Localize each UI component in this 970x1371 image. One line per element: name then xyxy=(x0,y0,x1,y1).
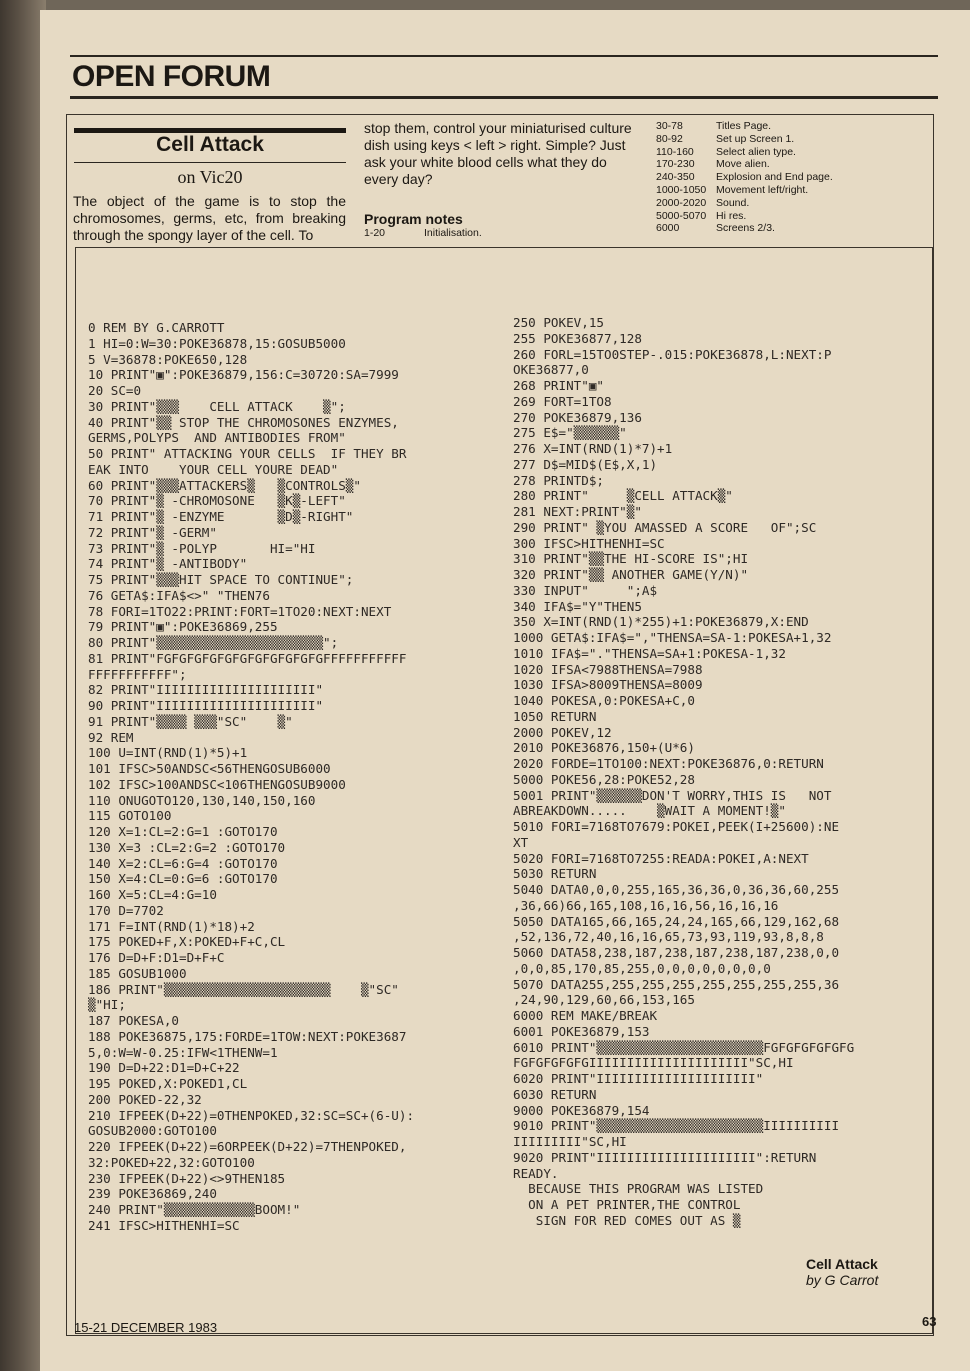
code-line: ,24,90,129,60,66,153,165 xyxy=(513,992,695,1008)
code-line: EAK INTO YOUR CELL YOURE DEAD" xyxy=(88,461,339,477)
code-line: 100 U=INT(RND(1)*5)+1 xyxy=(88,745,248,761)
code-line: 340 IFA$="Y"THEN5 xyxy=(513,598,642,614)
code-line: 186 PRINT"▒▒▒▒▒▒▒▒▒▒▒▒▒▒▒▒▒▒▒▒▒▒ ▒"SC" xyxy=(88,981,399,997)
code-line: 79 PRINT"▣":POKE36869,255 xyxy=(88,619,278,635)
code-line: 330 INPUT" ";A$ xyxy=(513,582,658,598)
code-line: 102 IFSC>100ANDSC<106THENGOSUB9000 xyxy=(88,776,346,792)
program-note-desc: Sound. xyxy=(716,196,750,209)
program-note xyxy=(656,184,856,197)
code-line: 72 PRINT"▒ -GERM" xyxy=(88,524,217,540)
credit-author: by G Carrot xyxy=(806,1272,879,1288)
code-line: 1040 POKESA,0:POKESA+C,0 xyxy=(513,693,695,708)
program-note-desc: Initialisation. xyxy=(424,227,482,239)
program-note-lines: 240-350 xyxy=(656,171,695,184)
code-line: 110 ONUGOTO120,130,140,150,160 xyxy=(88,792,316,808)
code-line: 290 PRINT" ▒YOU AMASSED A SCORE OF";SC xyxy=(513,519,817,535)
code-line: GERMS,POLYPS AND ANTIBODIES FROM" xyxy=(88,430,346,446)
code-line: SIGN FOR RED COMES OUT AS ▒ xyxy=(513,1212,741,1228)
article-title: Cell Attack xyxy=(156,133,264,156)
code-line: 40 PRINT"▒▒ STOP THE CHROMOSONES ENZYMES, xyxy=(88,414,399,430)
code-line: 71 PRINT"▒ -ENZYME ▒D▒-RIGHT" xyxy=(88,509,354,524)
code-line: 76 GETA$:IFA$<>" "THEN76 xyxy=(88,587,270,603)
code-line: 2010 POKE36876,150+(U*6) xyxy=(513,740,695,756)
code-line: 175 POKED+F,X:POKED+F+C,CL xyxy=(88,934,286,950)
code-line: 185 GOSUB1000 xyxy=(88,965,187,981)
program-note-desc: Movement left/right. xyxy=(716,183,809,196)
code-line: OKE36877,0 xyxy=(513,362,589,378)
code-line: 187 POKESA,0 xyxy=(88,1013,179,1028)
code-line: 5050 DATA165,66,165,24,24,165,66,129,162,68 xyxy=(513,913,840,929)
page-number: 63 xyxy=(922,1314,937,1329)
code-line: 101 IFSC>50ANDSC<56THENGOSUB6000 xyxy=(88,761,331,776)
code-line: 70 PRINT"▒ -CHROMOSONE ▒K▒-LEFT" xyxy=(88,493,346,509)
code-line: 90 PRINT"IIIIIIIIIIIIIIIIIIIII" xyxy=(88,698,324,713)
code-line: 6010 PRINT"▒▒▒▒▒▒▒▒▒▒▒▒▒▒▒▒▒▒▒▒▒▒FGFGFGFGFGFG xyxy=(513,1039,855,1055)
program-notes-heading: Program notes xyxy=(364,211,463,227)
footer-date: 15-21 DECEMBER 1983 xyxy=(74,1320,218,1335)
program-note-desc: Move alien. xyxy=(716,158,770,171)
code-line: 1 HI=0:W=30:POKE36878,15:GOSUB5000 xyxy=(88,335,346,351)
code-line: 170 D=7702 xyxy=(88,902,164,918)
code-line: 75 PRINT"▒▒▒HIT SPACE TO CONTINUE"; xyxy=(88,572,354,587)
code-line: 5040 DATA0,0,0,255,165,36,36,0,36,36,60,255 xyxy=(513,882,840,897)
code-line: 92 REM xyxy=(88,729,134,745)
code-line: 9000 POKE36879,154 xyxy=(513,1102,650,1118)
code-line: 5020 FORI=7168TO7255:READA:POKEI,A:NEXT xyxy=(513,850,809,866)
code-line: 275 E$="▒▒▒▒▒▒" xyxy=(513,425,627,441)
code-line: 6001 POKE36879,153 xyxy=(513,1023,650,1039)
code-line: 200 POKED-22,32 xyxy=(88,1091,202,1107)
program-note xyxy=(656,158,856,171)
code-line: XT xyxy=(513,834,529,850)
code-line: 1020 IFSA<7988THENSA=7988 xyxy=(513,661,703,677)
code-line: READY. xyxy=(513,1165,559,1181)
program-note xyxy=(656,171,856,184)
code-line: 20 SC=0 xyxy=(88,383,142,398)
code-line: 6030 RETURN xyxy=(513,1086,597,1102)
program-note xyxy=(656,120,856,133)
code-line: 5 V=36878:POKE650,128 xyxy=(88,351,248,367)
program-note xyxy=(656,133,856,146)
code-line: 220 IFPEEK(D+22)=6ORPEEK(D+22)=7THENPOKED, xyxy=(88,1139,407,1154)
program-note-lines: 5000-5070 xyxy=(656,209,707,222)
code-line: 320 PRINT"▒▒ ANOTHER GAME(Y/N)" xyxy=(513,567,749,582)
code-line: 310 PRINT"▒▒THE HI-SCORE IS";HI xyxy=(513,551,749,567)
code-line: 6020 PRINT"IIIIIIIIIIIIIIIIIIIII" xyxy=(513,1071,764,1086)
article-subtitle: on Vic20 xyxy=(177,167,243,187)
code-line: 0 REM BY G.CARROTT xyxy=(88,320,225,335)
code-line: 1030 IFSA>8009THENSA=8009 xyxy=(513,677,703,693)
code-line: 255 POKE36877,128 xyxy=(513,330,642,346)
code-line: 280 PRINT" ▒CELL ATTACK▒" xyxy=(513,488,733,504)
code-line: BECAUSE THIS PROGRAM WAS LISTED xyxy=(513,1181,764,1197)
code-line: FGFGFGFGFGIIIIIIIIIIIIIIIIIIIII"SC,HI xyxy=(513,1055,794,1071)
code-line: 5000 POKE56,28:POKE52,28 xyxy=(513,771,695,787)
program-note-lines: 170-230 xyxy=(656,158,695,171)
code-line: 5060 DATA58,238,187,238,187,238,187,238,0,0 xyxy=(513,945,840,960)
code-line: 260 FORL=15TO0STEP-.015:POKE36878,L:NEXT:P xyxy=(513,346,832,362)
program-note xyxy=(656,210,856,223)
code-line: 73 PRINT"▒ -POLYP HI="HI xyxy=(88,540,316,556)
program-note-lines: 1000-1050 xyxy=(656,183,707,196)
code-line: 5070 DATA255,255,255,255,255,255,255,255,36 xyxy=(513,976,840,992)
program-note-first xyxy=(364,227,524,239)
program-note xyxy=(656,222,856,235)
code-line: 276 X=INT(RND(1)*7)+1 xyxy=(513,441,673,456)
section-top-rule xyxy=(70,55,938,57)
code-line: ON A PET PRINTER,THE CONTROL xyxy=(513,1197,741,1212)
program-note-lines: 1-20 xyxy=(364,227,386,239)
listing-column-right xyxy=(513,315,925,1229)
code-line: 268 PRINT"▣" xyxy=(513,378,604,393)
code-line: 9020 PRINT"IIIIIIIIIIIIIIIIIIIII":RETURN xyxy=(513,1149,817,1165)
program-note xyxy=(656,146,856,159)
code-line: 1010 IFA$="."THENSA=SA+1:POKESA-1,32 xyxy=(513,645,786,661)
code-line: 150 X=4:CL=0:G=6 :GOTO170 xyxy=(88,871,278,887)
program-note-lines: 6000 xyxy=(656,222,680,235)
code-line: 32:POKED+22,32:GOTO100 xyxy=(88,1154,255,1170)
code-line: 9010 PRINT"▒▒▒▒▒▒▒▒▒▒▒▒▒▒▒▒▒▒▒▒▒▒IIIIIIIIII xyxy=(513,1118,840,1134)
code-line: 115 GOTO100 xyxy=(88,808,172,824)
code-line: 140 X=2:CL=6:G=4 :GOTO170 xyxy=(88,855,278,871)
code-line: IIIIIIIII"SC,HI xyxy=(513,1134,627,1149)
code-line: ABREAKDOWN..... ▒WAIT A MOMENT!▒" xyxy=(513,803,786,819)
program-note-desc: Screens 2/3. xyxy=(716,222,775,235)
code-line: 30 PRINT"▒▒▒ CELL ATTACK ▒"; xyxy=(88,398,346,414)
code-line: 210 IFPEEK(D+22)=0THENPOKED,32:SC=SC+(6-U): xyxy=(88,1107,415,1123)
program-notes-list xyxy=(656,120,856,235)
code-line: 91 PRINT"▒▒▒▒ ▒▒▒"SC" ▒" xyxy=(88,713,293,729)
code-line: 160 X=5:CL=4:G=10 xyxy=(88,887,217,902)
code-line: GOSUB2000:GOTO100 xyxy=(88,1123,217,1139)
code-line: 350 X=INT(RND(1)*255)+1:POKE36879,X:END xyxy=(513,614,809,630)
code-line: 269 FORT=1TO8 xyxy=(513,393,612,409)
code-line: 130 X=3 :CL=2:G=2 :GOTO170 xyxy=(88,839,286,855)
code-line: 81 PRINT"FGFGFGFGFGFGFGFGFGFGFGFFFFFFFFFFF xyxy=(88,650,407,666)
program-note-lines: 30-78 xyxy=(656,120,683,132)
code-line: 10 PRINT"▣":POKE36879,156:C=30720:SA=7999 xyxy=(88,367,399,383)
code-line: ,52,136,72,40,16,16,65,73,93,119,93,8,8,8 xyxy=(513,929,824,945)
code-line: 277 D$=MID$(E$,X,1) xyxy=(513,456,658,472)
program-note-lines: 2000-2020 xyxy=(656,196,707,209)
code-line: 176 D=D+F:D1=D+F+C xyxy=(88,950,225,965)
article-intro-col2: stop them, control your miniaturised culture dish using keys < left > right. Simple? Just ask your white blood cells what they do every day? xyxy=(364,120,632,187)
program-note-desc: Hi res. xyxy=(716,209,747,222)
code-line: 80 PRINT"▒▒▒▒▒▒▒▒▒▒▒▒▒▒▒▒▒▒▒▒▒▒"; xyxy=(88,635,339,650)
code-line: 270 POKE36879,136 xyxy=(513,409,642,425)
code-line: 2020 FORDE=1TO100:NEXT:POKE36876,0:RETURN xyxy=(513,756,824,771)
code-line: 1000 GETA$:IFA$=","THENSA=SA-1:POKESA+1,32 xyxy=(513,630,832,645)
code-line: 5010 FORI=7168TO7679:POKEI,PEEK(I+25600):NE xyxy=(513,819,840,834)
code-line: 60 PRINT"▒▒▒ATTACKERS▒ ▒CONTROLS▒" xyxy=(88,477,361,493)
program-note xyxy=(656,197,856,210)
code-line: 5,0:W=W-0.25:IFW<1THENW=1 xyxy=(88,1044,278,1060)
article-title-rule xyxy=(74,162,346,163)
section-bottom-rule xyxy=(70,96,938,99)
code-line: 78 FORI=1TO22:PRINT:FORT=1TO20:NEXT:NEXT xyxy=(88,603,392,619)
code-line: 250 POKEV,15 xyxy=(513,315,604,330)
code-line: 120 X=1:CL=2:G=1 :GOTO170 xyxy=(88,824,278,839)
program-note-lines: 110-160 xyxy=(656,145,694,158)
code-line: 281 NEXT:PRINT"▒" xyxy=(513,504,642,519)
code-line: 82 PRINT"IIIIIIIIIIIIIIIIIIIII" xyxy=(88,682,324,698)
program-note-desc: Explosion and End page. xyxy=(716,171,833,184)
program-note-desc: Select alien type. xyxy=(716,145,796,158)
code-line: 5030 RETURN xyxy=(513,866,597,882)
code-line: 230 IFPEEK(D+22)<>9THEN185 xyxy=(88,1170,286,1186)
program-note-lines: 80-92 xyxy=(656,132,683,145)
code-line: 74 PRINT"▒ -ANTIBODY" xyxy=(88,556,248,572)
program-note-desc: Set up Screen 1. xyxy=(716,132,795,145)
article-intro-col1: The object of the game is to stop the chromosomes, germs, etc, from breaking through the spongy layer of the cell. To xyxy=(73,193,346,243)
code-line: 171 F=INT(RND(1)*18)+2 xyxy=(88,918,255,934)
code-line: 278 PRINTD$; xyxy=(513,472,604,488)
code-line: 241 IFSC>HITHENHI=SC xyxy=(88,1217,240,1233)
code-line: 239 POKE36869,240 xyxy=(88,1186,217,1202)
credit-title: Cell Attack xyxy=(806,1256,878,1272)
program-note-desc: Titles Page. xyxy=(716,120,772,132)
code-line: 1050 RETURN xyxy=(513,708,597,724)
code-line: 6000 REM MAKE/BREAK xyxy=(513,1008,658,1023)
code-line: 195 POKED,X:POKED1,CL xyxy=(88,1076,248,1091)
code-line: 300 IFSC>HITHENHI=SC xyxy=(513,535,665,551)
code-line: 2000 POKEV,12 xyxy=(513,724,612,740)
code-line: ,36,66)66,165,108,16,16,56,16,16,16 xyxy=(513,897,779,913)
code-line: 5001 PRINT"▒▒▒▒▒▒DON'T WORRY,THIS IS NOT xyxy=(513,787,832,803)
code-line: ,0,0,85,170,85,255,0,0,0,0,0,0,0,0 xyxy=(513,960,771,976)
code-line: ▒"HI; xyxy=(88,997,126,1013)
code-line: 190 D=D+22:D1=D+C+22 xyxy=(88,1060,240,1076)
section-heading: OPEN FORUM xyxy=(72,60,271,93)
code-line: 50 PRINT" ATTACKING YOUR CELLS IF THEY BR xyxy=(88,446,407,461)
code-line: 240 PRINT"▒▒▒▒▒▒▒▒▒▒▒▒BOOM!" xyxy=(88,1202,301,1217)
code-line: 188 POKE36875,175:FORDE=1TOW:NEXT:POKE3687 xyxy=(88,1028,407,1044)
code-line: FFFFFFFFFFF"; xyxy=(88,666,187,682)
listing-column-left xyxy=(88,320,503,1234)
